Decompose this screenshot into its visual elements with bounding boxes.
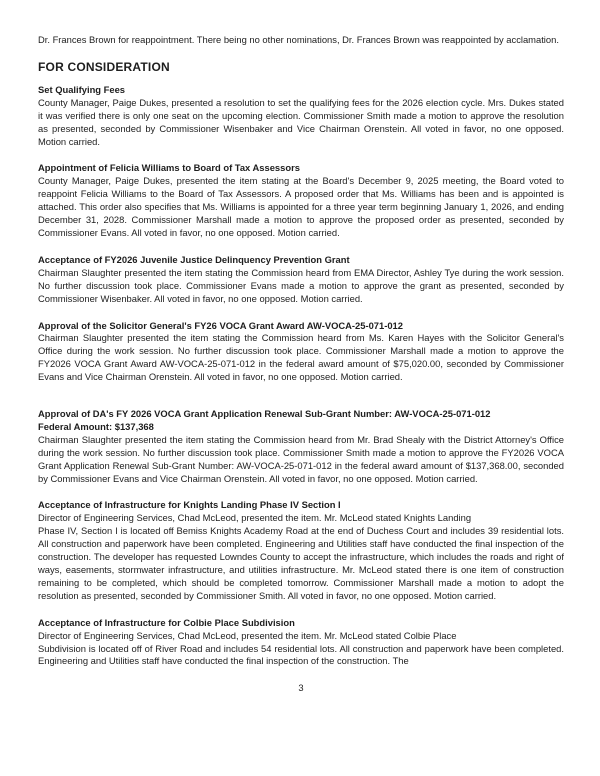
section-body bbox=[38, 434, 564, 486]
section-title-line: Set Qualifying Fees bbox=[38, 83, 126, 95]
section-title-line: Acceptance of Infrastructure for Knights Landing Phase IV Section I bbox=[38, 499, 341, 511]
section-title-line: Federal Amount: $137,368 bbox=[38, 420, 154, 432]
section-title-line: Approval of DA's FY 2026 VOCA Grant Application Renewal Sub-Grant Number: AW-VOCA-25-071-012 bbox=[38, 408, 491, 420]
section-title bbox=[38, 320, 564, 333]
section-paragraph: County Manager, Paige Dukes, presented a resolution to set the qualifying fees for the 2026 election cycle. Mrs. Dukes stated it was verified there is only one seat on the upcoming election. Commissioner Smith made a motion to approve the resolution as presented, seconded by Commissioner Wisenbaker and Vice Chairman Orenstein. All voted in favor, no one opposed. Motion carried. bbox=[38, 96, 564, 147]
intro-paragraph: Dr. Frances Brown for reappointment. There being no other nominations, Dr. Frances Brown was reappointed by acclamation. bbox=[38, 34, 559, 45]
section-body bbox=[38, 267, 564, 306]
section-title bbox=[38, 162, 564, 175]
section-paragraph: Director of Engineering Services, Chad McLeod, presented the item. Mr. McLeod stated Colbie Place bbox=[38, 629, 457, 641]
section-paragraph: Chairman Slaughter presented the item stating the Commission heard from Ms. Karen Hayes with the Solicitor General's Office during the work session. No further discussion took place. Commissioner Marshall made a motion to approve the FY2026 VOCA Grant Award AW-VOCA-25-071-012 in the federal award amount of $75,020.00, seconded by Commissioner Evans and Vice Chairman Orenstein. All voted in favor, no one opposed. Motion carried. bbox=[38, 332, 564, 383]
section-title-line: Approval of the Solicitor General's FY26 VOCA Grant Award AW-VOCA-25-071-012 bbox=[38, 319, 403, 331]
section bbox=[38, 617, 564, 669]
section-paragraph: Director of Engineering Services, Chad McLeod, presented the item. Mr. McLeod stated Knights Landing bbox=[38, 512, 472, 524]
section-title bbox=[38, 254, 564, 267]
section bbox=[38, 254, 564, 306]
section-title bbox=[38, 84, 564, 97]
section-paragraph: Phase IV, Section I is located off Bemiss Knights Academy Road at the end of Duchess Court and includes 39 residential lots. All construction and paperwork have been completed. Engineering and Utilities staff have conducted the final inspection of the construction. The developer has requested Lowndes County to accept the infrastructure, which includes the roads and right of ways, easements, stormwater infrastructure, and utilities infrastructure. Mr. McLeod stated there is one item of construction remaining to be completed, which should be completed tomorrow. Commissioner Marshall made a motion to adopt the resolution as presented, seconded by Commissioner Smith. All voted in favor, no one opposed. Motion carried. bbox=[38, 525, 564, 601]
sections bbox=[38, 84, 564, 668]
section bbox=[38, 499, 564, 602]
section-body bbox=[38, 175, 564, 240]
section-body bbox=[38, 332, 564, 384]
section-title-line: Appointment of Felicia Williams to Board of Tax Assessors bbox=[38, 162, 300, 174]
section-paragraph: Chairman Slaughter presented the item stating the Commission heard from Mr. Brad Shealy with the District Attorney's Office during the work session. No further discussion took place. Commissioner Smith made a motion to approve the FY2026 VOCA Grant Application Renewal Sub-Grant Number: AW-VOCA-25-071-012 in the federal award amount of $137,368.00, seconded by Commissioner Evans and Vice Chairman Orenstein. All voted in favor, no one opposed. Motion carried. bbox=[38, 433, 564, 484]
section-title bbox=[38, 499, 564, 512]
section-title-line: Acceptance of Infrastructure for Colbie Place Subdivision bbox=[38, 616, 295, 628]
section-title bbox=[38, 408, 564, 434]
section-title bbox=[38, 617, 564, 630]
section-paragraph: Chairman Slaughter presented the item stating the Commission heard from EMA Director, Ashley Tye during the work session. No further discussion took place. Commissioner Evans made a motion to approve the grant as presented, seconded by Commissioner Wisenbaker. All voted in favor, no one opposed. Motion carried. bbox=[38, 266, 564, 304]
section bbox=[38, 408, 564, 485]
section-body bbox=[38, 512, 564, 602]
section-title-line: Acceptance of FY2026 Juvenile Justice Delinquency Prevention Grant bbox=[38, 253, 350, 265]
page-number: 3 bbox=[298, 682, 304, 694]
section bbox=[38, 320, 564, 385]
section-body bbox=[38, 97, 564, 149]
section-paragraph: Subdivision is located off of River Road and includes 54 residential lots. All construction and paperwork have been completed. Engineering and Utilities staff have conducted the final inspection of the construction. The bbox=[38, 642, 564, 667]
section bbox=[38, 84, 564, 149]
main-heading: FOR CONSIDERATION bbox=[38, 59, 170, 74]
section-paragraph: County Manager, Paige Dukes, presented the item stating at the Board's December 9, 2025 meeting, the Board voted to reappoint Felicia Williams to the Board of Tax Assessors. A proposed order that Ms. Williams has been and is appointed is attached. This order also specifies that Ms. Williams is appointed for a three year term beginning January 1, 2026, and ending December 31, 2028. Commissioner Marshall made a motion to approve the proposed order as presented, seconded by Commissioner Evans. All voted in favor, no one opposed. Motion carried. bbox=[38, 175, 564, 238]
section-body bbox=[38, 630, 564, 669]
section bbox=[38, 162, 564, 239]
